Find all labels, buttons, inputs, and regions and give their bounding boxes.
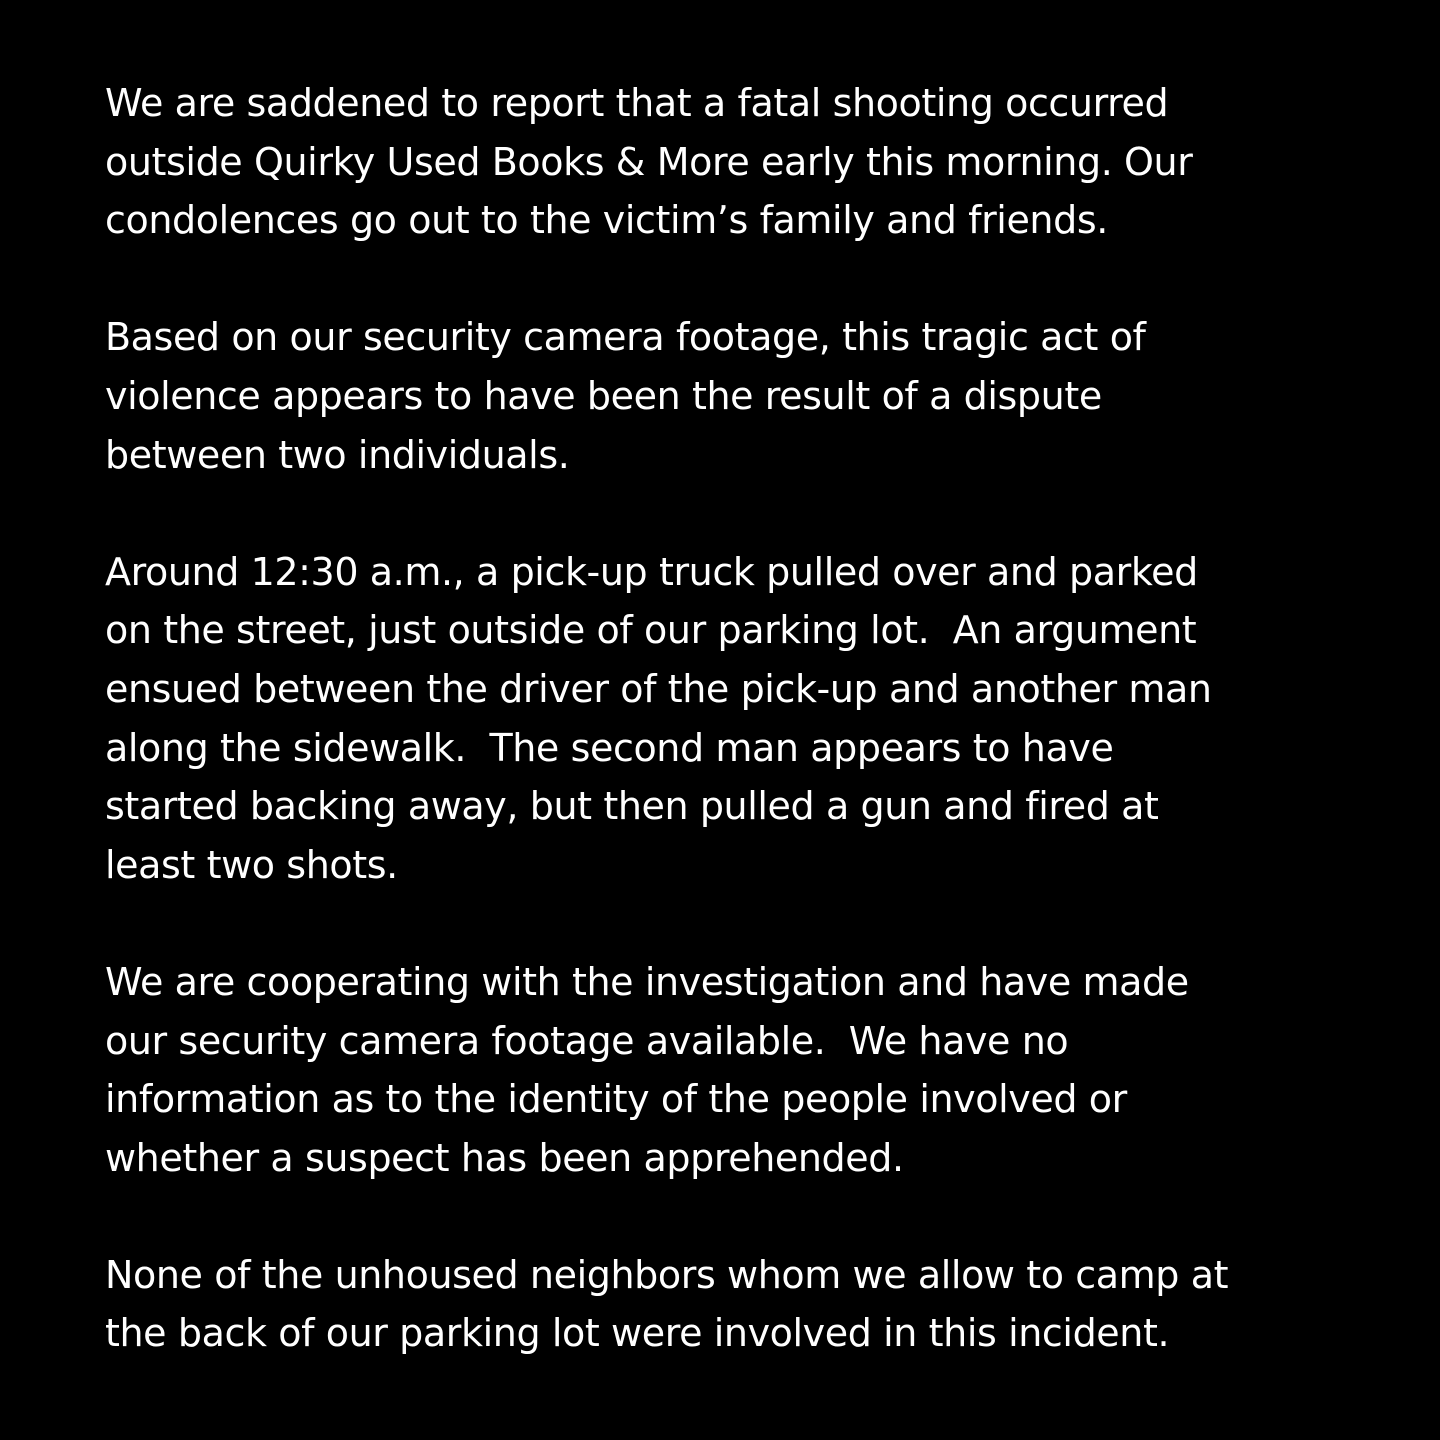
paragraph-line: started backing away, but then pulled a gun and fired at: [105, 784, 1159, 829]
paragraph-line: Around 12:30 a.m., a pick-up truck pulled over and parked: [105, 549, 1198, 594]
paragraph-investigation: [105, 953, 1355, 1187]
paragraph-line: We are saddened to report that a fatal shooting occurred: [105, 81, 1169, 125]
paragraph-line: between two individuals.: [105, 432, 570, 477]
paragraph-line: the back of our parking lot were involved in this incident.: [105, 1311, 1170, 1356]
paragraph-spacer: [105, 894, 1355, 953]
paragraph-line: information as to the identity of the people involved or: [105, 1077, 1127, 1122]
paragraph-condolences: [105, 74, 1355, 250]
paragraph-incident-details: [105, 543, 1355, 895]
statement-body: [105, 74, 1355, 1363]
paragraph-spacer: [105, 250, 1355, 309]
paragraph-line: ensued between the driver of the pick-up and another man: [105, 666, 1212, 711]
paragraph-line: on the street, just outside of our parking lot. An argument: [105, 608, 1197, 653]
paragraph-footage: [105, 308, 1355, 484]
paragraph-line: None of the unhoused neighbors whom we allow to camp at: [105, 1252, 1229, 1297]
paragraph-line: least two shots.: [105, 842, 398, 887]
paragraph-line: condolences go out to the victim’s family and friends.: [105, 198, 1108, 243]
paragraph-line: Based on our security camera footage, this tragic act of: [105, 315, 1146, 360]
paragraph-line: our security camera footage available. We have no: [105, 1018, 1069, 1063]
paragraph-spacer: [105, 484, 1355, 543]
paragraph-line: along the sidewalk. The second man appears to have: [105, 725, 1114, 770]
paragraph-line: whether a suspect has been apprehended.: [105, 1135, 904, 1180]
paragraph-line: outside Quirky Used Books & More early this morning. Our: [105, 139, 1193, 184]
paragraph-line: violence appears to have been the result of a dispute: [105, 373, 1102, 418]
paragraph-line: We are cooperating with the investigation and have made: [105, 959, 1189, 1004]
paragraph-unhoused-neighbors: [105, 1246, 1355, 1363]
paragraph-spacer: [105, 1187, 1355, 1246]
